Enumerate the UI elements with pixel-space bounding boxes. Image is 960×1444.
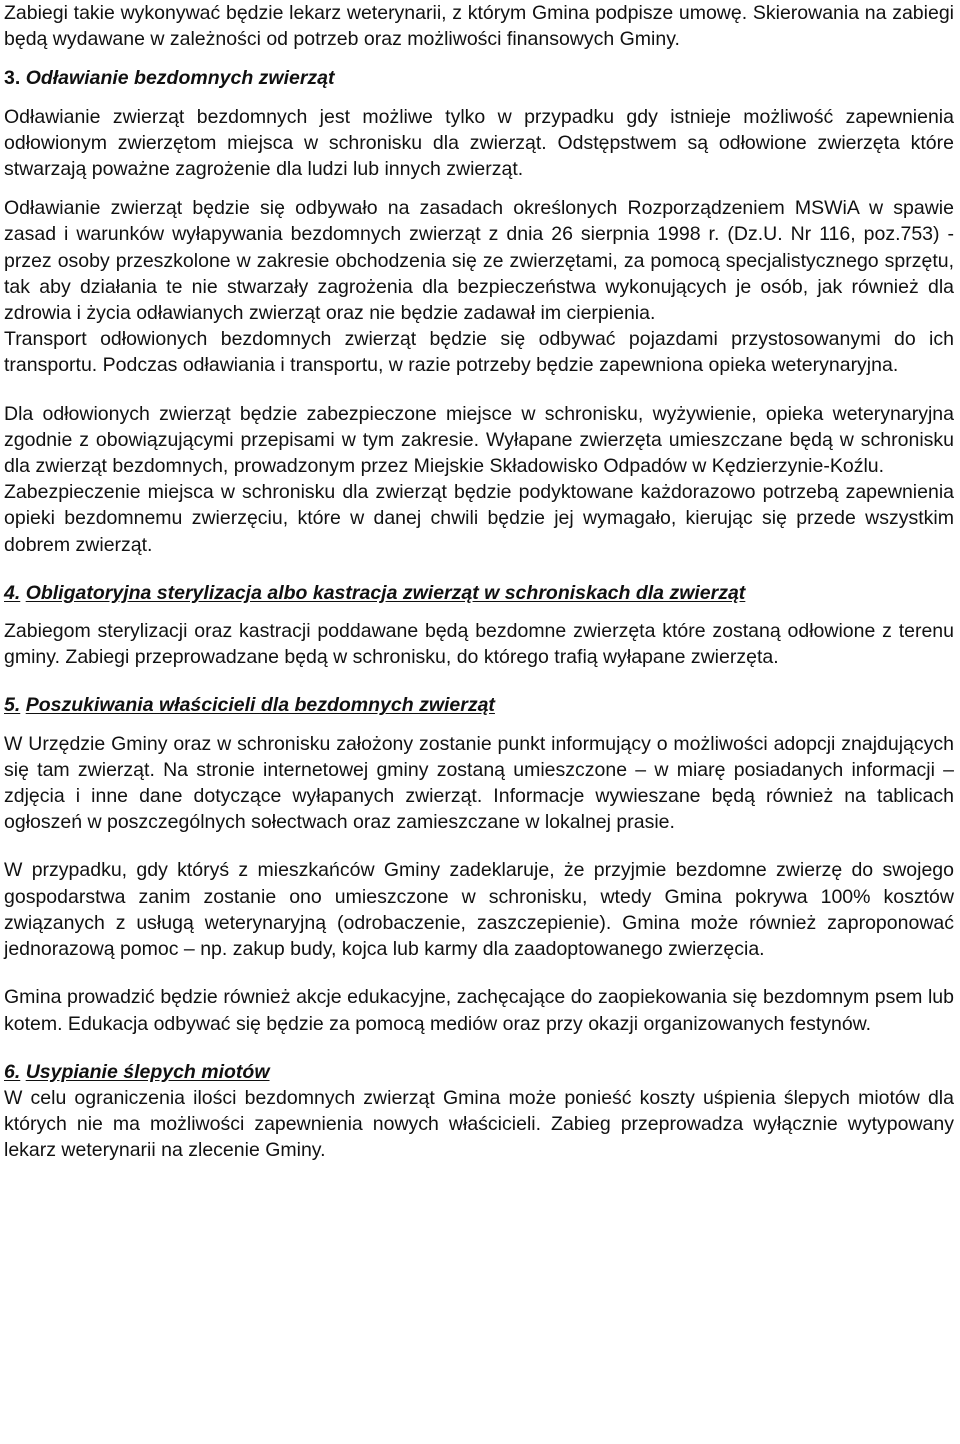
section-3-paragraph-1: Odławianie zwierząt bezdomnych jest możliwe tylko w przypadku gdy istnieje możliwość zapewnienia odłowionym zwierzętom miejsca w schronisku dla zwierząt. Odstępstwem są odłowione zwierzęta które stwarzają poważne zagrożenie dla ludzi lub innych zwierząt. — [4, 105, 954, 181]
section-3-paragraph-3: Transport odłowionych bezdomnych zwierząt będzie się odbywać pojazdami przystosowanymi do ich transportu. Podczas odławiania i transportu, w razie potrzeby będzie zapewniona opieka weterynaryjna. — [4, 328, 954, 377]
section-3-number: 3. — [4, 67, 21, 90]
section-5-heading — [4, 692, 954, 718]
section-6-title: Usypianie ślepych miotów — [25, 1060, 270, 1083]
section-5-number: 5. — [4, 694, 21, 717]
section-6-heading — [4, 1059, 954, 1085]
section-3-paragraph-2: Odławianie zwierząt będzie się odbywało na zasadach określonych Rozporządzeniem MSWiA w spawie zasad i warunków wyłapywania bezdomnych zwierząt z dnia 26 sierpnia 1998 r. (Dz.U. Nr 116, poz.753) - przez osoby przeszkolone w zakresie obchodzenia się ze zwierzętami, za pomocą specjalistycznego sprzętu, tak aby działania te nie stwarzały zagrożenia dla bezpieczeństwa wykonujących je osób, jak również dla zdrowia i życia odławianych zwierząt oraz nie będzie zadawał im cierpienia. — [4, 197, 954, 325]
intro-paragraph: Zabiegi takie wykonywać będzie lekarz weterynarii, z którym Gmina podpisze umowę. Skierowania na zabiegi będą wydawane w zależności od potrzeb oraz możliwości finansowych Gminy. — [4, 2, 954, 51]
section-4-title: Obligatoryjna sterylizacja albo kastracja zwierząt w schroniskach dla zwierząt — [25, 581, 746, 604]
section-3-paragraph-5: Zabezpieczenie miejsca w schronisku dla zwierząt będzie podyktowane każdorazowo potrzebą zapewnienia opieki bezdomnemu zwierzęciu, które w danej chwili będzie jej wymagało, kierując się przede wszystkim dobrem zwierząt. — [4, 481, 954, 556]
section-6-number: 6. — [4, 1060, 21, 1083]
section-4-paragraph-1: Zabiegom sterylizacji oraz kastracji poddawane będą bezdomne zwierzęta które zostaną odłowione z terenu gminy. Zabiegi przeprowadzane będą w schronisku, do którego trafią wyłapane zwierzęta. — [4, 620, 954, 669]
section-5-paragraph-1: W Urzędzie Gminy oraz w schronisku założony zostanie punkt informujący o możliwości adopcji znajdujących się tam zwierząt. Na stronie internetowej gminy zostaną umieszczone – w miarę posiadanych informacji – zdjęcia i inne dane dotyczące wyłapanych zwierząt. Informacje wywieszane będą również na tablicach ogłoszeń w poszczególnych sołectwach oraz zamieszczane w lokalnej prasie. — [4, 732, 954, 834]
section-4-heading — [4, 580, 954, 606]
section-4-number: 4. — [4, 581, 21, 604]
section-5-paragraph-3: Gmina prowadzić będzie również akcje edukacyjne, zachęcające do zaopiekowania się bezdomnym psem lub kotem. Edukacja odbywać się będzie za pomocą mediów oraz przy okazji organizowanych festynów. — [4, 986, 954, 1035]
section-5-paragraph-2: W przypadku, gdy któryś z mieszkańców Gminy zadeklaruje, że przyjmie bezdomne zwierzę do swojego gospodarstwa zanim zostanie ono umieszczone w schronisku, wtedy Gmina pokrywa 100% kosztów związanych z usługą weterynaryjną (odrobaczenie, zaszczepienie). Gmina może również zaproponować jednorazową pomoc – np. zakup budy, kojca lub karmy dla zaadoptowanego zwierzęcia. — [4, 859, 954, 961]
section-3-heading — [4, 65, 954, 91]
section-5-title: Poszukiwania właścicieli dla bezdomnych zwierząt — [25, 694, 495, 717]
section-6-paragraph-1: W celu ograniczenia ilości bezdomnych zwierząt Gmina może ponieść koszty uśpienia ślepych miotów dla których nie ma możliwości zapewnienia nowych właścicieli. Zabieg przeprowadza wyłącznie wytypowany lekarz weterynarii na zlecenie Gminy. — [4, 1086, 954, 1162]
section-3-paragraph-4: Dla odłowionych zwierząt będzie zabezpieczone miejsce w schronisku, wyżywienie, opieka weterynaryjna zgodnie z obowiązującymi przepisami w tym zakresie. Wyłapane zwierzęta umieszczane będą w schronisku dla zwierząt bezdomnych, prowadzonym przez Miejskie Składowisko Odpadów w Kędzierzynie-Koźlu. — [4, 402, 954, 478]
section-3-title: Odławianie bezdomnych zwierząt — [25, 67, 335, 90]
